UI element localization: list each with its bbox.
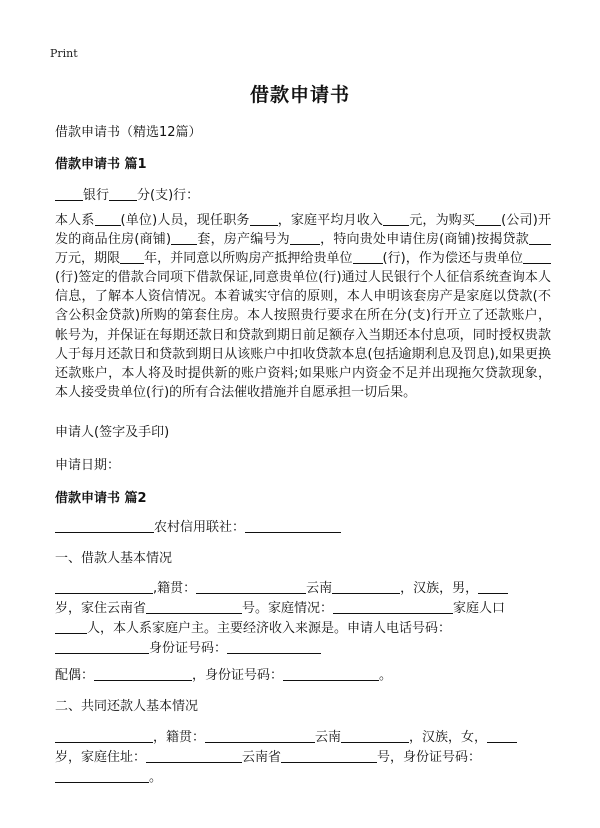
section2-heading: 借款申请书 篇2 [55, 491, 147, 506]
print-link[interactable]: Print [50, 47, 78, 60]
borrower-info-title: 一、借款人基本情况 [55, 551, 173, 566]
borrower-line-2: 岁，家住云南省 号。家庭情况： 家庭人口 [55, 601, 506, 616]
coop-line [55, 516, 341, 535]
co-repayer-line-1: ，籍贯： 云南 ，汉族，女， [55, 726, 517, 745]
section1-heading: 借款申请书 篇1 [55, 157, 147, 172]
borrower-line-1: ,籍贯： 云南 ，汉族，男， [55, 577, 508, 596]
applicant-signature-label: 申请人(签字及手印) [55, 425, 170, 440]
borrower-line-4: 身份证号码： [55, 637, 321, 656]
bank-label: 银行 [83, 188, 110, 203]
co-repayer-line-2: 岁，家庭住址： 云南省 号，身份证号码： [55, 750, 482, 765]
co-repayer-line-3: 。 [55, 766, 162, 785]
coop-label: 农村信用联社： [154, 520, 246, 535]
bank-line [55, 184, 199, 203]
spouse-line: 配偶： ，身份证号码： 。 [55, 668, 393, 683]
document-subtitle: 借款申请书（精选12篇） [55, 125, 202, 140]
document-title: 借款申请书 [249, 84, 350, 106]
borrower-line-3: 人，本人系家庭户主。主要经济收入来源是。申请人电话号码： [55, 617, 451, 636]
application-date-label: 申请日期： [55, 458, 121, 473]
section1-body: 本人系 (单位)人员，现任职务 ，家庭平均月收入 元，为购买 (公司)开发的商品住房(商铺) 套，房产编号为 ，特向贵处申请住房(商铺)按揭贷款万元，期限 年，并同意以所购房产抵押给贵单位 (行)，作为偿还与贵单位(行)签定的借款合同项下借款保证,同意贵单位(行)通过人民银行个人征信系统查询本人信息，了解本人资信情况。本着诚实守信的原则，本人申明该套房产是家庭以贷款(不含公积金贷款)所购的第套住房。本人按照贵行要求在所在分(支)行开立了还款账户，帐号为，并保证在每期还款日和贷款到期日前足额存入当期还本付息项，同时授权贵款人于每月还款日和贷款到期日从该账户中扣收贷款本息(包括逾期利息及罚息),如果更换还款账户，本人将及时提供新的账户资料;如果账户内资金不足并出现拖欠贷款现象，本人接受贵单位(行)的所有合法催收措施并自愿承担一切后果。 [55, 213, 551, 400]
branch-label: 分(支)行： [137, 188, 200, 203]
co-repayer-info-title: 二、共同还款人基本情况 [55, 699, 199, 714]
